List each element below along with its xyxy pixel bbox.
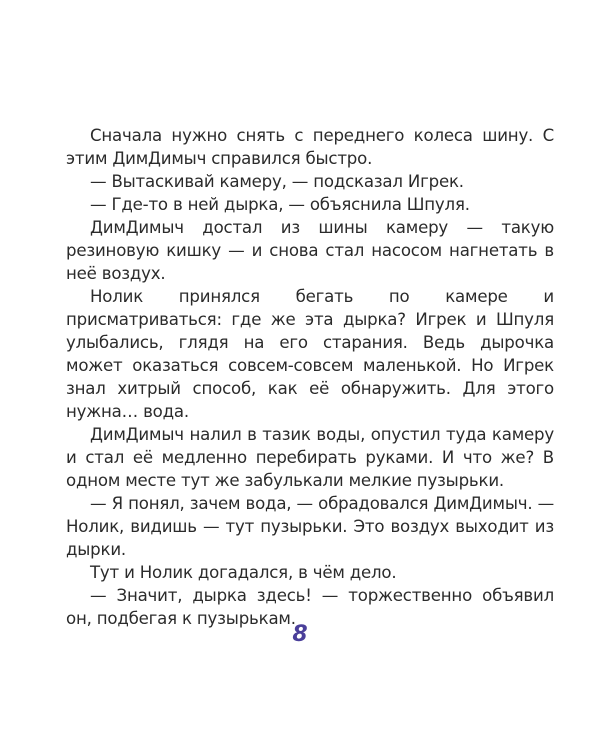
story-text — [66, 124, 554, 630]
paragraph-7: — Я понял, зачем вода, — обрадовался ДимДимыч. — Нолик, видишь — тут пузырьки. Это воздух выходит из дырки. — [66, 494, 554, 559]
paragraph-6: ДимДимыч налил в тазик воды, опустил туда камеру и стал её медленно перебирать руками. И что же? В одном месте тут же забулькали мелкие пузырьки. — [66, 425, 554, 490]
paragraph-8: Тут и Нолик догадался, в чём дело. — [90, 563, 397, 582]
paragraph-5: Нолик принялся бегать по камере и присматриваться: где же эта дырка? Игрек и Шпуля улыбались, глядя на его старания. Ведь дырочка может оказаться совсем-совсем маленькой. Но Игрек знал хитрый способ, как её обнаружить. Для этого нужна… вода. — [66, 287, 554, 421]
paragraph-3: — Где-то в ней дырка, — объяснила Шпуля. — [90, 195, 470, 214]
paragraph-1: Сначала нужно снять с переднего колеса шину. С этим ДимДимыч справился быстро. — [66, 126, 554, 168]
paragraph-9: — Значит, дырка здесь! — торжественно объявил он, подбегая к пузырькам. — [66, 586, 554, 628]
paragraph-2: — Вытаскивай камеру, — подсказал Игрек. — [90, 172, 464, 191]
page-number: 8 — [292, 622, 308, 647]
paragraph-4: ДимДимыч достал из шины камеру — такую резиновую кишку — и снова стал насосом нагнетать в неё воздух. — [66, 218, 554, 283]
